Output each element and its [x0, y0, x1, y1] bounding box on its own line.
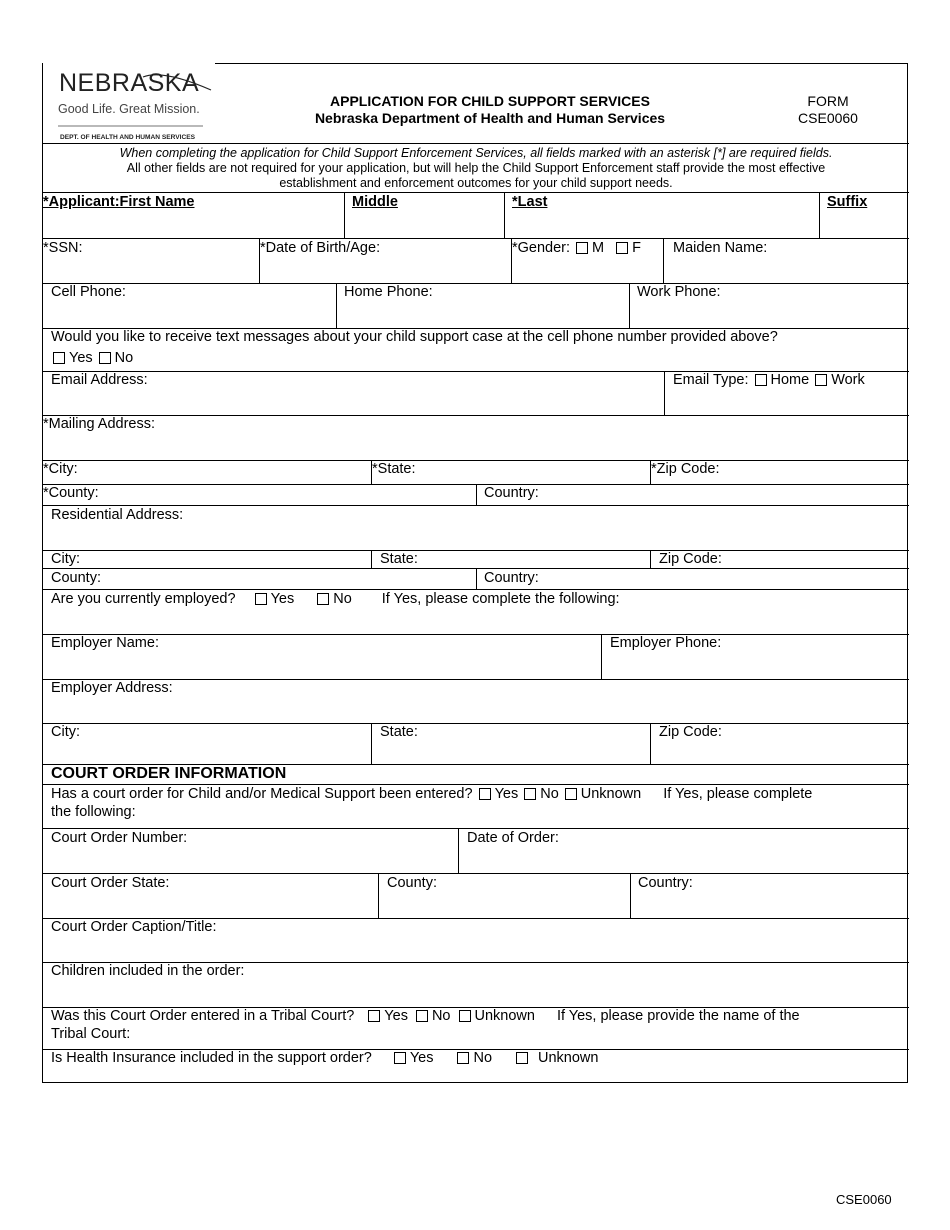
text-no-checkbox[interactable]: [99, 352, 111, 364]
logo-state-name: NEBRASKA: [59, 69, 200, 97]
gender-m-label: M: [592, 240, 605, 256]
health-yes-checkbox[interactable]: [394, 1052, 406, 1064]
health-no-checkbox[interactable]: [457, 1052, 469, 1064]
text-yes-label: Yes: [69, 350, 93, 366]
employer-city-field[interactable]: City:: [51, 724, 80, 740]
email-address-field[interactable]: Email Address:: [51, 372, 148, 388]
nebraska-dhhs-logo: [43, 64, 213, 142]
residential-zip-field[interactable]: Zip Code:: [659, 551, 722, 567]
text-yes-checkbox[interactable]: [53, 352, 65, 364]
residential-address-field[interactable]: Residential Address:: [51, 507, 184, 523]
children-included-field[interactable]: Children included in the order:: [51, 963, 245, 979]
court-order-question-label: Has a court order for Child and/or Medical Support been entered?: [51, 786, 473, 802]
court-if-yes-cont: the following:: [51, 804, 136, 820]
intro-line-3: establishment and enforcement outcomes for your child support needs.: [279, 176, 673, 190]
health-yes-label: Yes: [409, 1050, 434, 1066]
residential-county-field[interactable]: County:: [51, 570, 101, 586]
form-header: [43, 64, 909, 144]
court-order-state-field[interactable]: Court Order State:: [51, 875, 170, 891]
ssn-field[interactable]: *SSN:: [43, 240, 83, 256]
employed-yes-checkbox[interactable]: [255, 593, 267, 605]
tribal-no-label: No: [431, 1008, 451, 1024]
employer-state-field[interactable]: State:: [380, 724, 418, 740]
residential-city-field[interactable]: City:: [51, 551, 80, 567]
mailing-address-field[interactable]: *Mailing Address:: [43, 416, 156, 432]
employment-question: [51, 591, 620, 608]
court-order-country-field[interactable]: Country:: [638, 875, 693, 891]
mailing-state-field[interactable]: *State:: [372, 461, 416, 477]
mailing-county-field[interactable]: *County:: [43, 485, 99, 501]
employer-address-field[interactable]: Employer Address:: [51, 680, 173, 696]
mailing-zip-field[interactable]: *Zip Code:: [651, 461, 720, 477]
court-order-county-field[interactable]: County:: [387, 875, 437, 891]
tribal-court-question: [51, 1008, 800, 1025]
maiden-name-field[interactable]: Maiden Name:: [673, 240, 768, 256]
email-type-label: Email Type:: [673, 372, 749, 388]
court-order-heading: COURT ORDER INFORMATION: [51, 765, 287, 782]
health-no-label: No: [473, 1050, 493, 1066]
employed-no-label: No: [333, 591, 352, 607]
tribal-court-question-label: Was this Court Order entered in a Tribal Court?: [51, 1008, 355, 1024]
text-messages-options: [51, 350, 133, 367]
mailing-country-field[interactable]: Country:: [484, 485, 539, 501]
email-home-checkbox[interactable]: [755, 374, 767, 386]
form-title: APPLICATION FOR CHILD SUPPORT SERVICES: [330, 93, 650, 109]
court-yes-label: Yes: [494, 786, 519, 802]
court-no-checkbox[interactable]: [524, 788, 536, 800]
gender-m-checkbox[interactable]: [576, 242, 588, 254]
court-unknown-label: Unknown: [580, 786, 642, 802]
employer-name-field[interactable]: Employer Name:: [51, 635, 159, 651]
intro-line-2: All other fields are not required for your application, but will help the Child Support Enforcement staff provide the most effective: [126, 161, 826, 175]
tribal-unknown-checkbox[interactable]: [459, 1010, 471, 1022]
form-subtitle: Nebraska Department of Health and Human Services: [314, 110, 666, 126]
employed-yes-label: Yes: [270, 591, 295, 607]
court-order-number-field[interactable]: Court Order Number:: [51, 830, 188, 846]
court-if-yes: If Yes, please complete: [663, 786, 813, 802]
gender-field: [512, 240, 641, 257]
tribal-yes-label: Yes: [384, 1008, 408, 1024]
court-yes-checkbox[interactable]: [479, 788, 491, 800]
last-name-field[interactable]: *Last: [512, 194, 548, 210]
email-work-label: Work: [831, 372, 865, 388]
health-insurance-question-label: Is Health Insurance included in the support order?: [51, 1050, 372, 1066]
employer-phone-field[interactable]: Employer Phone:: [610, 635, 722, 651]
employer-zip-field[interactable]: Zip Code:: [659, 724, 722, 740]
health-insurance-question: [51, 1050, 598, 1067]
application-form: [42, 63, 908, 1083]
footer-form-number: CSE0060: [836, 1192, 892, 1207]
dob-field[interactable]: *Date of Birth/Age:: [260, 240, 381, 256]
email-work-checkbox[interactable]: [815, 374, 827, 386]
tribal-court-name-field[interactable]: Tribal Court:: [51, 1026, 131, 1042]
employment-if-yes: If Yes, please complete the following:: [381, 591, 620, 607]
court-order-question: [51, 786, 812, 803]
gender-f-checkbox[interactable]: [616, 242, 628, 254]
tribal-if-yes: If Yes, please provide the name of the: [556, 1008, 800, 1024]
logo-dept: DEPT. OF HEALTH AND HUMAN SERVICES: [60, 134, 196, 141]
cell-phone-field[interactable]: Cell Phone:: [51, 284, 126, 300]
residential-country-field[interactable]: Country:: [484, 570, 539, 586]
intro-line-1: When completing the application for Child Support Enforcement Services, all fields marked with an asterisk [*] are required fields.: [119, 146, 833, 160]
tribal-no-checkbox[interactable]: [416, 1010, 428, 1022]
residential-state-field[interactable]: State:: [380, 551, 418, 567]
court-unknown-checkbox[interactable]: [565, 788, 577, 800]
court-order-date-field[interactable]: Date of Order:: [467, 830, 559, 846]
text-no-label: No: [114, 350, 134, 366]
home-phone-field[interactable]: Home Phone:: [344, 284, 433, 300]
court-no-label: No: [540, 786, 559, 802]
logo-tagline: Good Life. Great Mission.: [58, 102, 200, 116]
tribal-unknown-label: Unknown: [474, 1008, 535, 1024]
text-messages-question: Would you like to receive text messages about your child support case at the cell phone number provided above?: [51, 329, 778, 345]
health-unknown-label: Unknown: [538, 1050, 599, 1066]
employed-no-checkbox[interactable]: [317, 593, 329, 605]
gender-f-label: F: [632, 240, 641, 256]
middle-name-field[interactable]: Middle: [352, 194, 398, 210]
employment-question-label: Are you currently employed?: [51, 591, 236, 607]
form-number: CSE0060: [798, 110, 858, 126]
suffix-field[interactable]: Suffix: [827, 194, 868, 210]
first-name-field[interactable]: *Applicant:First Name: [43, 194, 195, 210]
work-phone-field[interactable]: Work Phone:: [637, 284, 721, 300]
email-home-label: Home: [770, 372, 810, 388]
form-title-block: [243, 93, 737, 127]
tribal-yes-checkbox[interactable]: [368, 1010, 380, 1022]
form-id: [783, 93, 873, 127]
email-type-field: [673, 372, 865, 389]
court-order-caption-field[interactable]: Court Order Caption/Title:: [51, 919, 217, 935]
health-unknown-checkbox[interactable]: [516, 1052, 528, 1064]
mailing-city-field[interactable]: *City:: [43, 461, 78, 477]
form-label: FORM: [807, 93, 849, 109]
gender-label: *Gender:: [512, 240, 571, 256]
intro-text: [43, 146, 909, 191]
